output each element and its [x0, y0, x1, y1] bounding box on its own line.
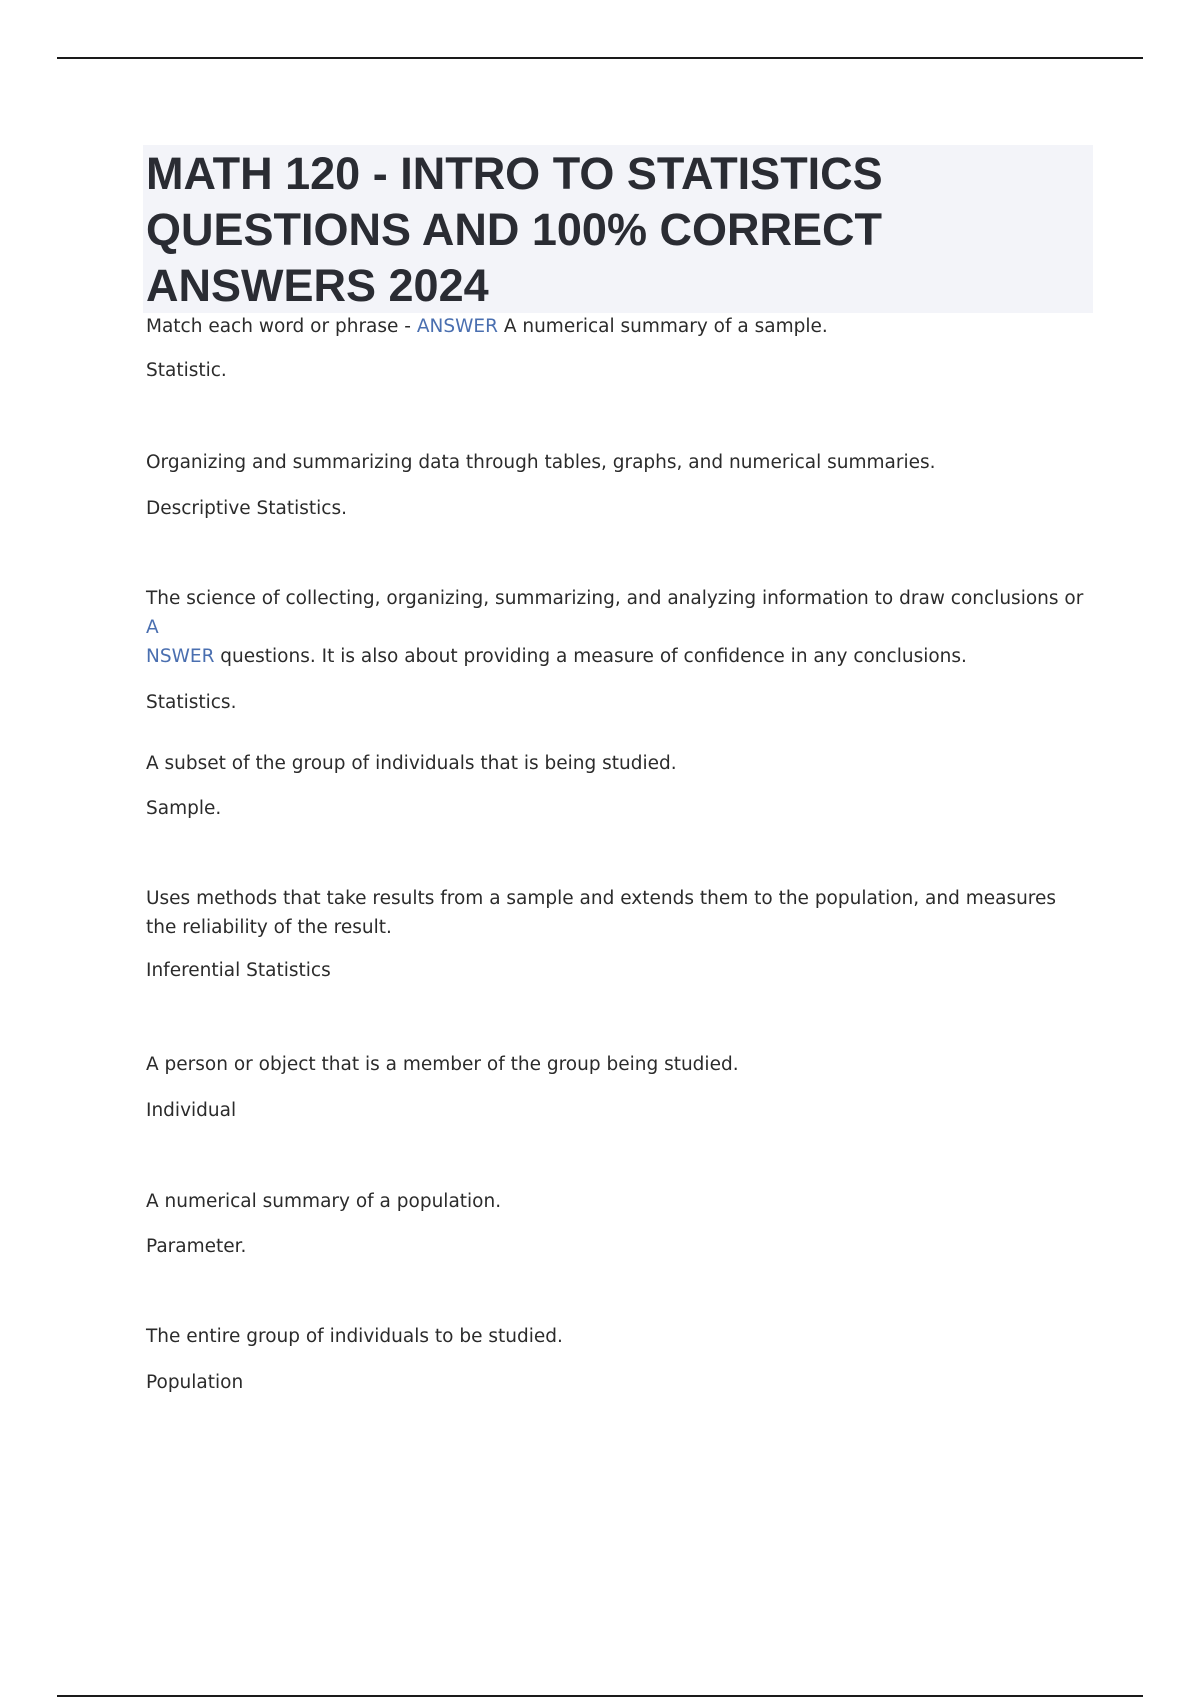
question-suffix: A numerical summary of a sample. [497, 316, 828, 337]
question-text [146, 312, 1091, 341]
qa-item [146, 1187, 1091, 1261]
qa-item [146, 884, 1091, 985]
question-text: The entire group of individuals to be studied. [146, 1326, 563, 1347]
qa-item [146, 312, 1091, 385]
answer-link[interactable]: A [146, 617, 159, 638]
question-prefix: Match each word or phrase - [146, 316, 417, 337]
qa-item [146, 1050, 1091, 1125]
question-suffix: questions. It is also about providing a measure of confidence in any conclusions. [214, 646, 967, 667]
answer-link[interactable]: NSWER [146, 646, 215, 667]
question-text: A numerical summary of a population. [146, 1191, 502, 1212]
qa-item [146, 1322, 1091, 1397]
document-title: MATH 120 - INTRO TO STATISTICS QUESTIONS AND 100% CORRECT ANSWERS 2024 [146, 148, 883, 311]
question-text [146, 584, 1091, 671]
answer-text: Population [146, 1372, 244, 1393]
bottom-rule [57, 1695, 1143, 1697]
question-text: A subset of the group of individuals that is being studied. [146, 753, 677, 774]
question-text: A person or object that is a member of the group being studied. [146, 1054, 739, 1075]
top-rule [57, 57, 1143, 59]
answer-text: Parameter. [146, 1236, 247, 1257]
qa-item [146, 749, 1091, 823]
answer-text: Statistics. [146, 692, 237, 713]
answer-text: Inferential Statistics [146, 960, 331, 981]
qa-item [146, 584, 1091, 717]
answer-text: Statistic. [146, 360, 227, 381]
answer-link[interactable]: ANSWER [416, 316, 498, 337]
answer-text: Individual [146, 1100, 237, 1121]
question-prefix: The science of collecting, organizing, summarizing, and analyzing information to draw conclusions or [146, 588, 1084, 609]
qa-item [146, 448, 1091, 523]
answer-text: Sample. [146, 798, 222, 819]
question-text: Organizing and summarizing data through tables, graphs, and numerical summaries. [146, 452, 936, 473]
answer-text: Descriptive Statistics. [146, 498, 347, 519]
question-text: Uses methods that take results from a sample and extends them to the population, and measures the reliability of the result. [146, 888, 1057, 938]
